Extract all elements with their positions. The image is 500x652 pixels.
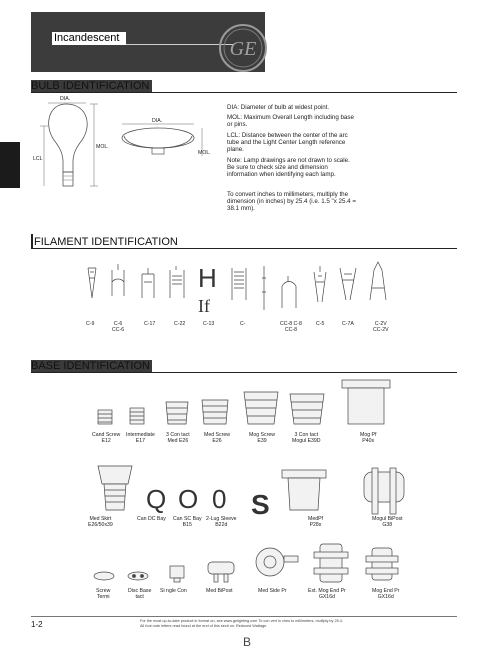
note-mol: MOL: Maximum Overall Length including base or pins.: [227, 114, 354, 129]
filament-label: C-5: [316, 321, 325, 327]
base-label: Med BiPost: [206, 588, 233, 594]
section-bulb-title: BULB IDENTIFICATION: [31, 80, 150, 92]
base-label: Can DC Bay: [137, 516, 166, 522]
base-glyph-s: S: [251, 489, 270, 520]
section-filament-title: FILAMENT IDENTIFICATION: [34, 236, 178, 248]
base-label: Cand Screw E12: [92, 432, 121, 444]
filament-label: C-2V CC-2V: [373, 321, 389, 333]
base-label: Med Skirt E26/50x39: [88, 516, 113, 528]
note-scale: Note: Lamp drawings are not drawn to scale. Be sure to check size and dimension information when identifying each lamp.: [227, 157, 350, 179]
side-tab-marker: [0, 142, 20, 188]
base-label: Ext. Mog End Pr GX16d: [308, 588, 346, 600]
filament-glyph-if: If: [198, 296, 210, 316]
base-label: Mog End Pr GX16d: [372, 588, 400, 600]
footer-line-2: All foot note letters read found at the end of this secti on. Reduced Wattage.: [140, 624, 268, 628]
filament-label: C-13: [203, 321, 215, 327]
dia-label: DIA.: [60, 96, 71, 102]
base-label: Screw Termi: [96, 588, 111, 600]
mol-label-par: MOL.: [198, 150, 211, 156]
filament-glyph-h: H: [198, 263, 217, 293]
section-filament-mark: [31, 234, 33, 248]
section-base-rule: [31, 372, 457, 373]
section-base-title: BASE IDENTIFICATION: [31, 360, 150, 372]
par-bulb-diagram: [118, 112, 210, 170]
section-bulb-title-bar: [31, 80, 152, 92]
svg-text:GE: GE: [229, 38, 257, 60]
bases-row1-diagrams: [92, 378, 392, 432]
base-label: Mog Screw E39: [249, 432, 275, 444]
filament-label: CC-8 C-8 CC-8: [280, 321, 302, 333]
base-glyph-o: O: [178, 484, 199, 514]
note-dia: DIA: Diameter of bulb at widest point.: [227, 104, 330, 111]
base-label: Med Side Pr: [258, 588, 287, 594]
note-lcl: LCL: Distance between the center of the arc tube and the Light Center Length reference plane.: [227, 132, 348, 154]
base-label: 3 Con tact Mogul E39D: [292, 432, 321, 444]
base-label: 3 Con tact Med E26: [166, 432, 190, 444]
mol-label: MOL.: [96, 144, 109, 150]
filament-label: C-17: [144, 321, 156, 327]
base-label: Si ngle Con: [160, 588, 187, 594]
footer-rule: [31, 616, 457, 617]
base-label: Med Screw E26: [204, 432, 230, 444]
base-label: Intermediate E17: [126, 432, 155, 444]
section-base-title-bar: [31, 360, 152, 372]
section-filament-rule: [31, 248, 457, 249]
page-number: 1-2: [31, 620, 43, 629]
base-label: Can SC Bay B15: [173, 516, 202, 528]
note-convert: To convert inches to millimeters, multiply the dimension (in inches) by 25.4 (i.e. 1.5 "x 25.4 = 38.1 mm).: [227, 191, 356, 213]
footer-letter: B: [243, 635, 252, 649]
section-bulb-rule: [31, 92, 457, 93]
filament-diagrams: [82, 258, 398, 318]
base-label: MedPf P28s: [308, 516, 323, 528]
filament-label: C-: [240, 321, 246, 327]
filament-label: C-6 CC-6: [112, 321, 125, 333]
base-label: Disc Base tact: [128, 588, 152, 600]
bases-row3-diagrams: [88, 532, 408, 588]
base-label: 2-Lug Sleeve B22d: [206, 516, 237, 528]
filament-label: C-22: [174, 321, 186, 327]
lcl-label: LCL: [33, 156, 43, 162]
page-title: Incandescent: [52, 32, 126, 45]
footer-line-1: For the most up-to-date product in format on, see www.gelighting.com To con vert in ches to millimeters, multiply by 25.4.: [140, 619, 343, 623]
dia-label-par: DIA.: [152, 118, 163, 124]
ge-logo-icon: [217, 22, 269, 74]
base-glyph-zero: 0: [212, 484, 227, 514]
base-glyph-q: Q: [146, 484, 167, 514]
filament-label: C-7A: [342, 321, 354, 327]
base-label: Mogul BiPost G38: [372, 516, 403, 528]
filament-label: C-9: [86, 321, 95, 327]
base-label: Mog Pf P40s: [360, 432, 377, 444]
